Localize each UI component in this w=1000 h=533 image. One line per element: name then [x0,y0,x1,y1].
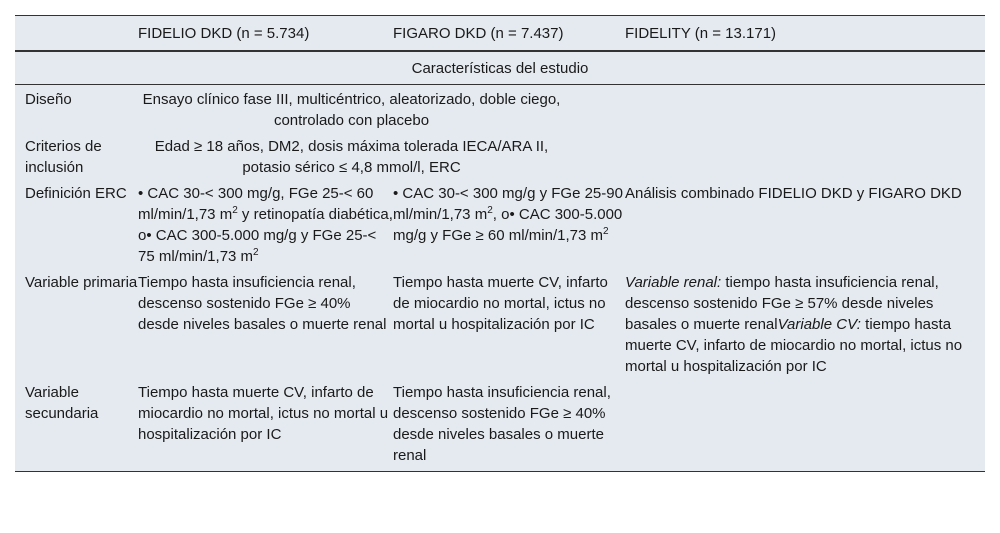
definicion-figaro-cell [393,180,625,269]
definicion-fidelio-text-b: y retinopatía diabética, o• CAC 300-5.000 mg/g y FGe 25-< 75 ml/min/1,73 m [138,206,393,265]
row-label-diseno: Diseño [25,91,72,108]
header-figaro: FIGARO DKD (n = 7.437) [393,25,564,42]
table-header-row [15,16,985,52]
secundaria-figaro-cell: Tiempo hasta insuficiencia renal, descenso sostenido FGe ≥ 40% desde niveles basales o muerte renal [393,384,611,464]
definicion-fidelio-text-a: • CAC 30-< 300 mg/g, FGe 25-< 60 ml/min/1,73 m [138,185,374,223]
row-secundaria [15,379,985,472]
variable-renal-label: Variable renal: [625,274,722,291]
header-empty-cell [15,16,138,52]
row-primaria [15,269,985,379]
secundaria-fidelity-cell [625,379,985,472]
row-label-criterios: Criterios de inclusión [25,138,102,176]
criterios-fidelity-cell [625,133,985,180]
criterios-merged-cell: Edad ≥ 18 años, DM2, dosis máxima tolerada IECA/ARA II, potasio sérico ≤ 4,8 mmol/l, ERC [154,138,549,176]
superscript-2: 2 [232,205,238,216]
header-fidelity: FIDELITY (n = 13.171) [625,25,777,42]
secundaria-fidelio-cell: Tiempo hasta muerte CV, infarto de miocardio no mortal, ictus no mortal u hospitalización por IC [138,384,389,443]
diseno-fidelity-cell [625,85,985,134]
superscript-2: 2 [487,205,493,216]
variable-cv-label: Variable CV: [777,316,861,333]
definicion-fidelity-cell: Análisis combinado FIDELIO DKD y FIGARO DKD [625,185,962,202]
primaria-fidelio-cell: Tiempo hasta insuficiencia renal, descenso sostenido FGe ≥ 40% desde niveles basales o muerte renal [138,274,387,333]
row-label-definicion: Definición ERC [25,185,127,202]
superscript-2: 2 [602,226,609,237]
row-definicion [15,180,985,269]
superscript-2: 2 [253,247,259,258]
header-fidelio: FIDELIO DKD (n = 5.734) [138,25,310,42]
definicion-fidelio-cell [138,180,393,269]
primaria-figaro-cell: Tiempo hasta muerte CV, infarto de miocardio no mortal, ictus no mortal u hospitalización por IC [393,274,608,333]
diseno-merged-cell: Ensayo clínico fase III, multicéntrico, aleatorizado, doble ciego, controlado con placebo [142,91,561,129]
row-criterios [15,133,985,180]
row-label-secundaria: Variable secundaria [25,384,99,422]
variable-renal-text: tiempo hasta insuficiencia renal, descenso sostenido FGe ≥ 57% desde niveles basales o muerte renal [625,274,939,333]
primaria-fidelity-cell [625,269,985,379]
row-diseno [15,85,985,134]
section-row [15,51,985,85]
row-label-primaria: Variable primaria [25,274,138,291]
variable-cv-text: tiempo hasta muerte CV, infarto de miocardio no mortal, ictus no mortal u hospitalización por IC [625,316,963,375]
section-title: Características del estudio [15,51,985,85]
definicion-figaro-text-b: , o• CAC 300-5.000 mg/g y FGe ≥ 60 ml/min/1,73 m [393,206,623,244]
study-characteristics-table [15,15,985,472]
definicion-figaro-text-a: • CAC 30-< 300 mg/g y FGe 25-90 ml/min/1,73 m [393,185,623,223]
